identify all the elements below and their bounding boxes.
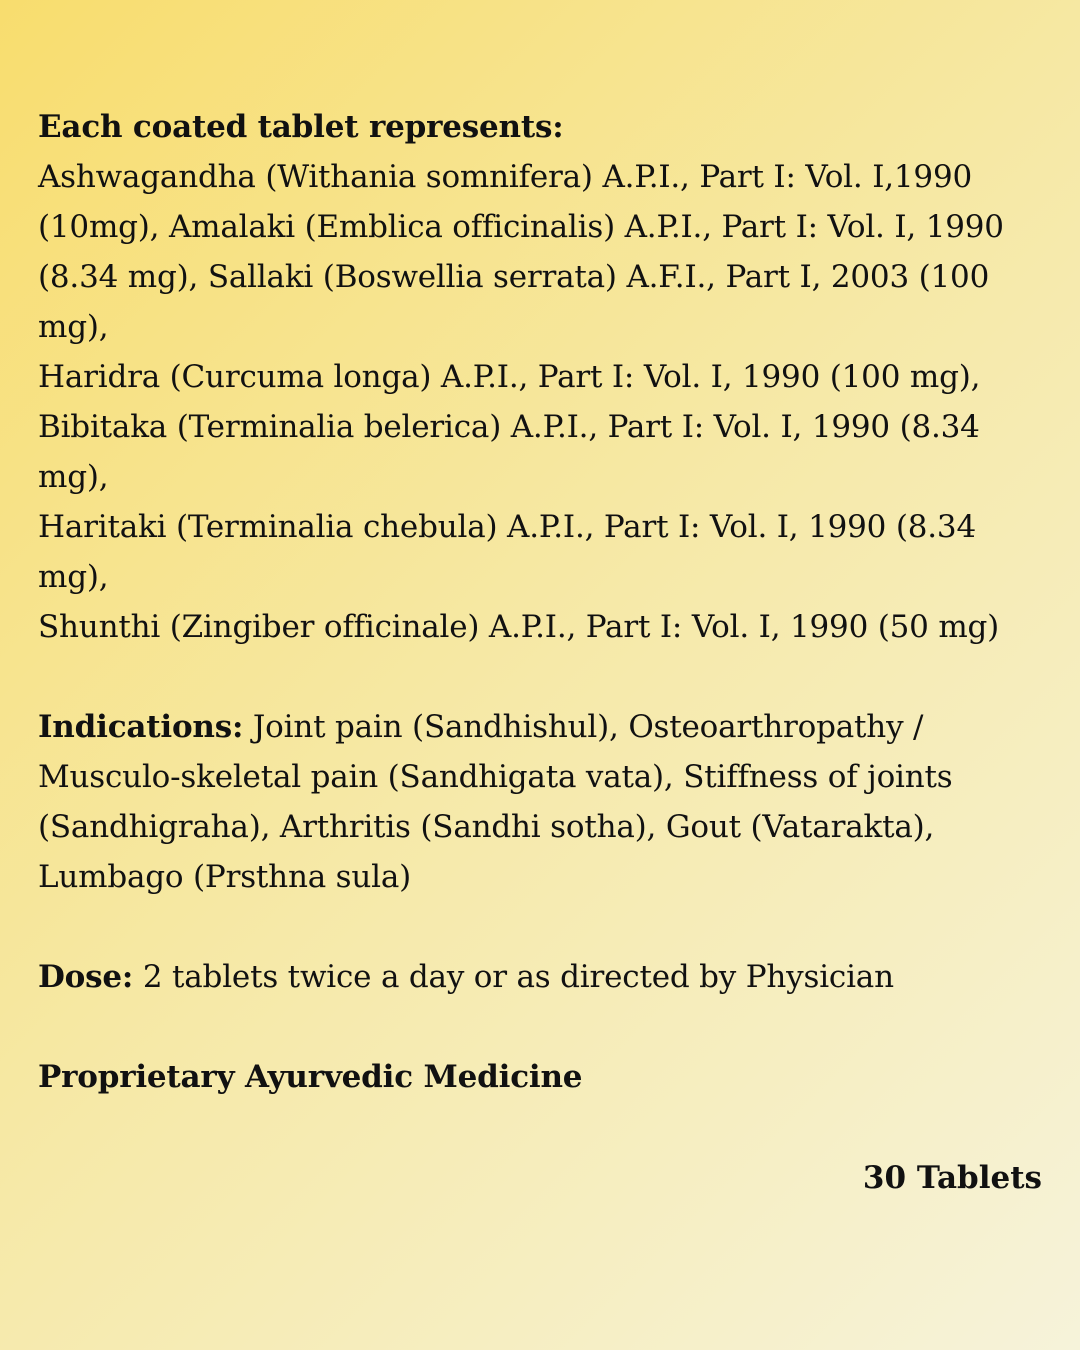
composition-line: Ashwagandha (Withania somnifera) A.P.I., Part I: Vol. I,1990	[38, 159, 972, 195]
dose-line	[38, 952, 1042, 1002]
spacer	[38, 902, 1042, 952]
dose-label: Dose:	[38, 959, 134, 995]
dose-section	[38, 952, 1042, 1002]
category-section	[38, 1052, 1042, 1102]
indications-section	[38, 702, 1042, 902]
composition-line: (10mg), Amalaki (Emblica officinalis) A.P.I., Part I: Vol. I, 1990	[38, 209, 1004, 245]
indications-text: Joint pain (Sandhishul), Osteoarthropathy /	[243, 709, 924, 745]
indications-label: Indications:	[38, 709, 244, 745]
spacer	[38, 652, 1042, 702]
indications-line: (Sandhigraha), Arthritis (Sandhi sotha), Gout (Vatarakta),	[38, 809, 935, 845]
composition-line: mg),	[38, 309, 109, 345]
composition-line: mg),	[38, 559, 109, 595]
indications-first-line	[38, 702, 1042, 752]
dose-text: 2 tablets twice a day or as directed by Physician	[133, 959, 894, 995]
composition-heading: Each coated tablet represents:	[38, 109, 564, 145]
composition-line: Haridra (Curcuma longa) A.P.I., Part I: Vol. I, 1990 (100 mg),	[38, 359, 981, 395]
indications-line: Lumbago (Prsthna sula)	[38, 859, 412, 895]
composition-line: Haritaki (Terminalia chebula) A.P.I., Part I: Vol. I, 1990 (8.34	[38, 509, 976, 545]
composition-line: Shunthi (Zingiber officinale) A.P.I., Part I: Vol. I, 1990 (50 mg)	[38, 609, 1000, 645]
composition-line: Bibitaka (Terminalia belerica) A.P.I., Part I: Vol. I, 1990 (8.34	[38, 409, 980, 445]
pack-size: 30 Tablets	[862, 1160, 1042, 1196]
spacer	[38, 1002, 1042, 1052]
composition-line: (8.34 mg), Sallaki (Boswellia serrata) A.F.I., Part I, 2003 (100	[38, 259, 990, 295]
composition-section	[38, 102, 1042, 652]
category-label: Proprietary Ayurvedic Medicine	[38, 1059, 583, 1095]
composition-line: mg),	[38, 459, 109, 495]
indications-line: Musculo-skeletal pain (Sandhigata vata), Stiffness of joints	[38, 759, 953, 795]
